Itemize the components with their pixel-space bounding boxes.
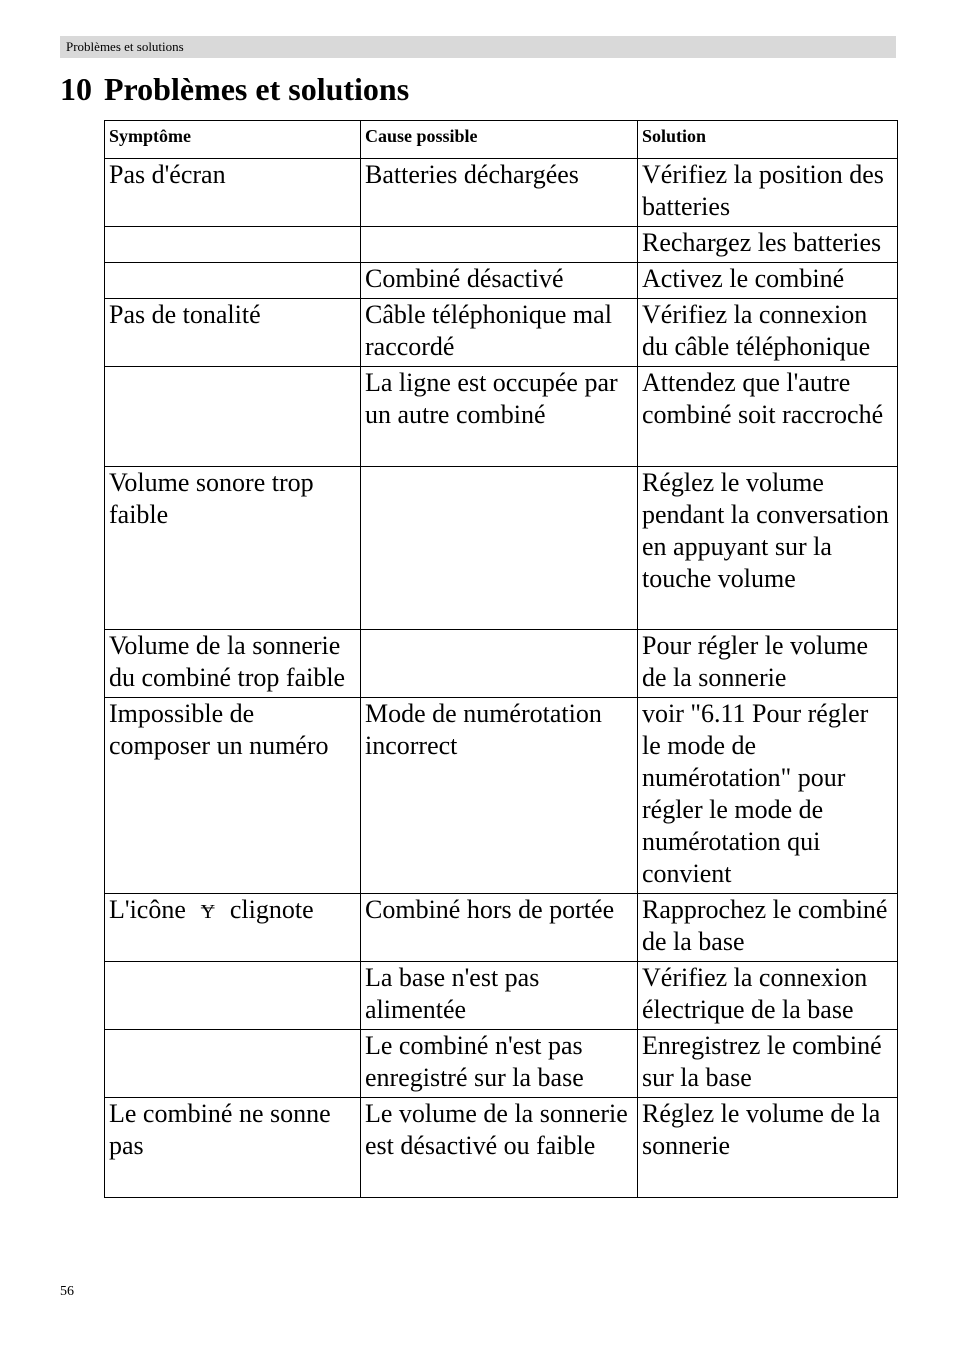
symptom-cell bbox=[105, 1030, 361, 1098]
symptom-cell bbox=[105, 894, 361, 962]
column-header-symptom: Symptôme bbox=[105, 121, 361, 159]
solution-cell: Vérifiez la position des batteries bbox=[638, 159, 898, 227]
solution-cell: Enregistrez le combiné sur la base bbox=[638, 1030, 898, 1098]
table-row bbox=[105, 894, 898, 962]
symptom-cell bbox=[105, 367, 361, 467]
solution-cell: Réglez le volume pendant la conversation en appuyant sur la touche volume bbox=[638, 467, 898, 630]
cause-cell: Combiné hors de portée bbox=[361, 894, 638, 962]
cause-cell: Batteries déchargées bbox=[361, 159, 638, 227]
table-row bbox=[105, 159, 898, 227]
chapter-title: Problèmes et solutions bbox=[104, 71, 410, 107]
running-header: Problèmes et solutions bbox=[60, 36, 896, 58]
solution-cell: Attendez que l'autre combiné soit raccroché bbox=[638, 367, 898, 467]
table-row bbox=[105, 263, 898, 299]
solution-cell: Réglez le volume de la sonnerie bbox=[638, 1098, 898, 1198]
cause-cell: La base n'est pas alimentée bbox=[361, 962, 638, 1030]
table-row bbox=[105, 698, 898, 894]
symptom-cell: Le combiné ne sonne pas bbox=[105, 1098, 361, 1198]
symptom-cell: Pas d'écran bbox=[105, 159, 361, 227]
chapter-number: 10 bbox=[60, 71, 92, 107]
symptom-cell bbox=[105, 227, 361, 263]
table-row bbox=[105, 1030, 898, 1098]
cause-cell: Mode de numérotation incorrect bbox=[361, 698, 638, 894]
icon-row-text-before: L'icône bbox=[109, 895, 186, 924]
cause-cell: Le combiné n'est pas enregistré sur la base bbox=[361, 1030, 638, 1098]
column-header-cause: Cause possible bbox=[361, 121, 638, 159]
cause-cell: La ligne est occupée par un autre combiné bbox=[361, 367, 638, 467]
symptom-cell bbox=[105, 263, 361, 299]
symptom-cell: Volume de la sonnerie du combiné trop faible bbox=[105, 630, 361, 698]
cause-cell bbox=[361, 630, 638, 698]
solution-cell: Rapprochez le combiné de la base bbox=[638, 894, 898, 962]
table-row bbox=[105, 1098, 898, 1198]
cause-cell bbox=[361, 227, 638, 263]
column-header-solution: Solution bbox=[638, 121, 898, 159]
page-title bbox=[60, 68, 409, 110]
icon-row-text-after: clignote bbox=[229, 895, 314, 924]
table-row bbox=[105, 227, 898, 263]
symptom-cell: Impossible de composer un numéro bbox=[105, 698, 361, 894]
solution-cell: Pour régler le volume de la sonnerie bbox=[638, 630, 898, 698]
cause-cell bbox=[361, 467, 638, 630]
table-row bbox=[105, 299, 898, 367]
solution-cell: Activez le combiné bbox=[638, 263, 898, 299]
table-row bbox=[105, 630, 898, 698]
antenna-icon: Ɏ bbox=[200, 901, 216, 923]
symptom-cell: Volume sonore trop faible bbox=[105, 467, 361, 630]
symptom-cell bbox=[105, 962, 361, 1030]
solution-cell: voir "6.11 Pour régler le mode de numérotation" pour régler le mode de numérotation qui convient bbox=[638, 698, 898, 894]
cause-cell: Câble téléphonique mal raccordé bbox=[361, 299, 638, 367]
cause-cell: Combiné désactivé bbox=[361, 263, 638, 299]
troubleshooting-table bbox=[104, 120, 898, 1198]
table-row bbox=[105, 367, 898, 467]
table-header-row bbox=[105, 121, 898, 159]
table-row bbox=[105, 962, 898, 1030]
solution-cell: Rechargez les batteries bbox=[638, 227, 898, 263]
table-row bbox=[105, 467, 898, 630]
cause-cell: Le volume de la sonnerie est désactivé ou faible bbox=[361, 1098, 638, 1198]
symptom-cell: Pas de tonalité bbox=[105, 299, 361, 367]
solution-cell: Vérifiez la connexion du câble téléphonique bbox=[638, 299, 898, 367]
solution-cell: Vérifiez la connexion électrique de la base bbox=[638, 962, 898, 1030]
page-number: 56 bbox=[60, 1284, 74, 1299]
